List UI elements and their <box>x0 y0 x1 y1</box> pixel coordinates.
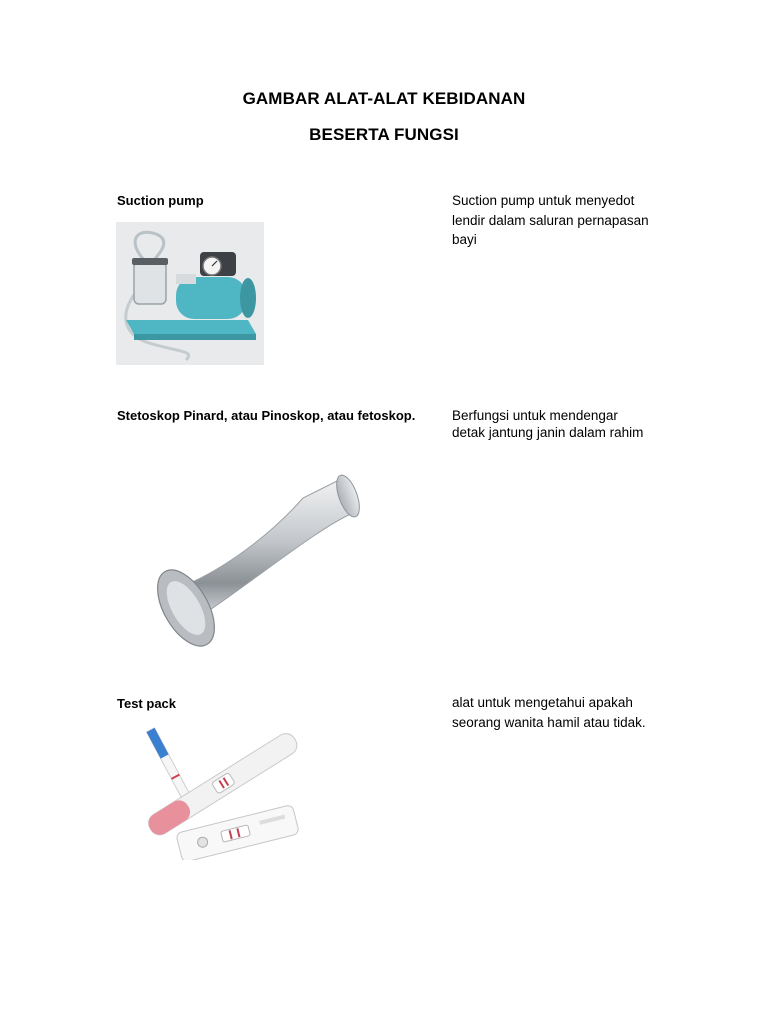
item-label-suction-pump: Suction pump <box>117 193 204 208</box>
document-subtitle: BESERTA FUNGSI <box>309 125 459 144</box>
suction-pump-photo-icon <box>116 222 264 365</box>
item-description-suction-pump: Suction pump untuk menyedot lendir dalam saluran pernapasan bayi <box>452 193 649 247</box>
test-pack-photo-icon <box>118 716 324 860</box>
document-title: GAMBAR ALAT-ALAT KEBIDANAN <box>242 89 526 108</box>
pinard-stethoscope-photo-icon <box>138 468 360 658</box>
item-label-pinard-stethoscope: Stetoskop Pinard, atau Pinoskop, atau fetoskop. <box>117 408 416 423</box>
item-description-test-pack: alat untuk mengetahui apakah seorang wanita hamil atau tidak. <box>452 695 646 730</box>
item-label-test-pack: Test pack <box>117 696 177 711</box>
item-description-pinard-stethoscope: Berfungsi untuk mendengar detak jantung janin dalam rahim <box>452 408 644 440</box>
